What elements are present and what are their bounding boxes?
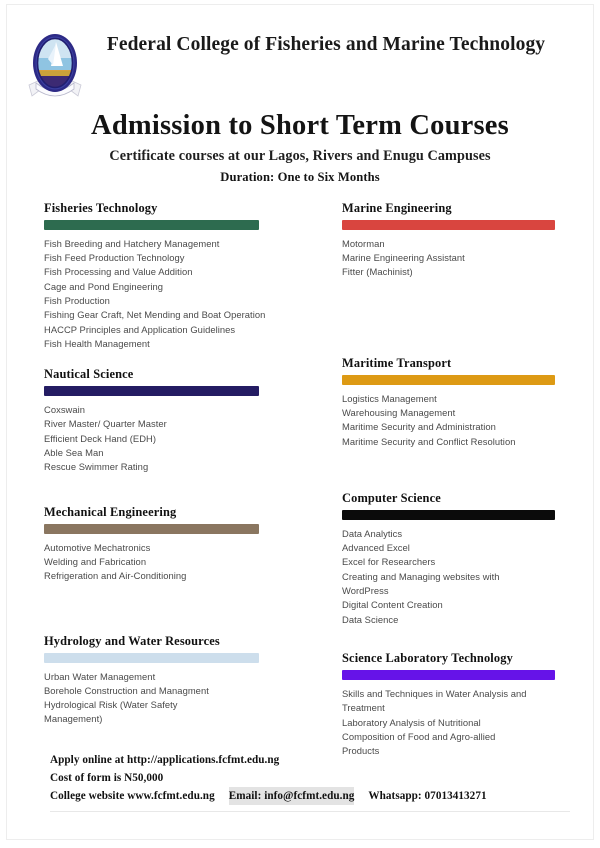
spacer [342,453,594,479]
spacer [342,336,594,356]
course-item: Welding and Fabrication [44,555,147,567]
department-color-bar [44,524,259,534]
department-color-bar [342,375,555,385]
department-color-bar [44,653,259,663]
spacer [342,479,594,491]
department-title: Hydrology and Water Resources [44,633,220,648]
course-item: Warehousing Management [342,406,456,418]
flyer-header [0,0,600,104]
department-marine-engineering [342,201,594,280]
spacer [44,614,312,634]
course-item: Fishing Gear Craft, Net Mending and Boat Operation [44,309,266,321]
course-item: Fish Feed Production Technology [44,252,185,264]
course-item: HACCP Principles and Application Guidelines [44,323,236,335]
course-item: Advanced Excel [342,542,410,554]
course-item: Creating and Managing websites with WordPress [342,570,500,597]
department-color-bar [44,220,259,230]
department-title: Computer Science [342,490,441,505]
course-item: Fish Health Management [44,337,150,349]
course-item: Data Analytics [342,527,403,539]
spacer [44,355,312,367]
course-item: Borehole Construction and Managment [44,684,209,696]
course-item: Fish Breeding and Hatchery Management [44,237,220,249]
course-item: Fish Processing and Value Addition [44,266,193,278]
course-item: Urban Water Management [44,670,156,682]
course-item: Able Sea Man [44,447,104,459]
course-item: Cage and Pond Engineering [44,280,164,292]
spacer [44,479,312,505]
contact-row [50,787,570,805]
duration-text: Duration: One to Six Months [220,169,380,184]
department-science-laboratory-technology [342,651,594,758]
spacer [342,631,594,651]
left-column [44,201,312,731]
institution-name: Federal College of Fisheries and Marine Technology [106,34,546,55]
department-color-bar [342,510,555,520]
course-item: Maritime Security and Conflict Resolution [342,435,516,447]
course-item: Fitter (Machinist) [342,266,413,278]
course-item: Digital Content Creation [342,599,443,611]
department-maritime-transport [342,356,594,449]
course-item: Fish Production [44,294,110,306]
subtitle: Certificate courses at our Lagos, Rivers and Enugu Campuses [109,147,491,164]
email-link[interactable]: Email: info@fcfmt.edu.ng [229,787,355,805]
college-website-link[interactable]: College website www.fcfmt.edu.ng [50,789,215,802]
course-item: Skills and Techniques in Water Analysis and Treatment [342,687,527,714]
department-title: Science Laboratory Technology [342,650,513,665]
spacer [342,284,594,310]
spacer [342,310,594,336]
department-title: Maritime Transport [342,355,452,370]
department-computer-science [342,491,594,627]
course-item: River Master/ Quarter Master [44,418,167,430]
department-title: Fisheries Technology [44,200,158,215]
department-columns [0,201,600,763]
department-mechanical-engineering [44,505,312,584]
department-nautical-science [44,367,312,474]
course-item: Excel for Researchers [342,556,436,568]
department-fisheries-technology [44,201,312,351]
course-item: Coxswain [44,404,86,416]
title-block [0,110,600,185]
department-title: Marine Engineering [342,200,452,215]
course-item: Rescue Swimmer Rating [44,461,149,473]
course-item: Efficient Deck Hand (EDH) [44,432,157,444]
course-item: Maritime Security and Administration [342,421,496,433]
apply-online-link[interactable]: Apply online at http://applications.fcfmt.edu.ng [50,753,280,766]
course-item: Motorman [342,237,385,249]
right-column [342,201,594,763]
department-color-bar [342,670,555,680]
flyer-footer [0,751,600,812]
department-title: Mechanical Engineering [44,504,177,519]
spacer [44,588,312,614]
whatsapp-contact[interactable]: Whatsapp: 07013413271 [368,789,487,802]
course-item: Logistics Management [342,392,437,404]
course-item: Refrigeration and Air-Conditioning [44,570,187,582]
form-cost-text: Cost of form is N50,000 [50,771,164,784]
course-item: Data Science [342,613,399,625]
course-item: Marine Engineering Assistant [342,252,465,264]
department-color-bar [342,220,555,230]
course-item: Laboratory Analysis of Nutritional Composition of Food and Agro-allied Products [342,716,496,757]
college-crest-icon [26,28,84,104]
department-title: Nautical Science [44,367,134,382]
page-title: Admission to Short Term Courses [91,110,509,141]
footer-divider [50,811,570,812]
department-hydrology-water-resources [44,634,312,727]
course-item: Hydrological Risk (Water Safety Management) [44,699,178,725]
department-color-bar [44,386,259,396]
course-item: Automotive Mechatronics [44,541,151,553]
